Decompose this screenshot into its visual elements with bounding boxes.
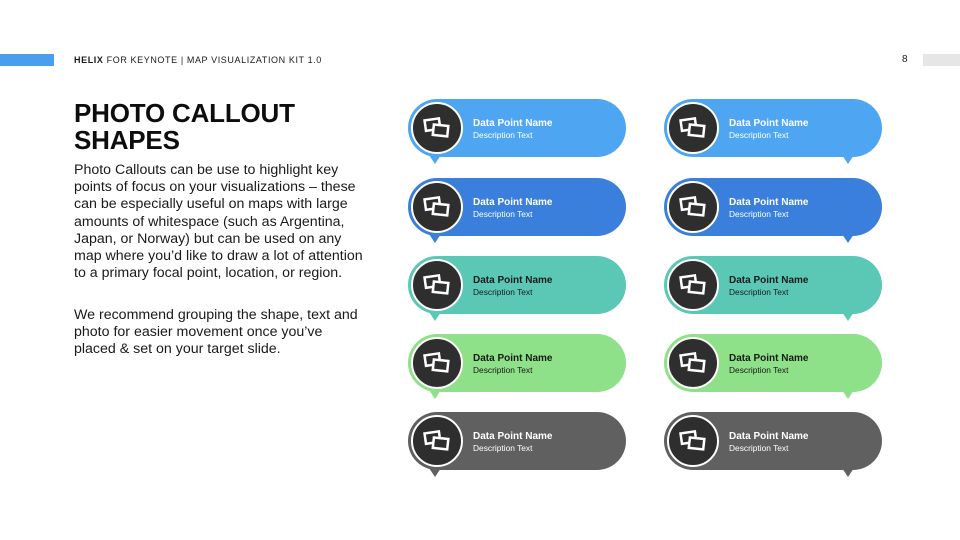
callout-name: Data Point Name (473, 275, 553, 286)
callout-description: Description Text (473, 130, 533, 140)
callout-tail (429, 390, 441, 399)
photo-callout-blue-right[interactable] (664, 178, 882, 236)
callout-description: Description Text (473, 287, 533, 297)
header-subtitle: FOR KEYNOTE | MAP VISUALIZATION KIT 1.0 (103, 55, 322, 65)
callout-tail (842, 312, 854, 321)
callout-description: Description Text (473, 209, 533, 219)
photo-stack-icon (667, 259, 719, 311)
callout-description: Description Text (473, 443, 533, 453)
photo-stack-icon (411, 337, 463, 389)
callout-description: Description Text (729, 287, 789, 297)
photo-callout-light-blue-left[interactable] (408, 99, 626, 157)
photo-callout-green-right[interactable] (664, 334, 882, 392)
callout-description: Description Text (729, 365, 789, 375)
photo-stack-icon (667, 181, 719, 233)
header-accent-bar (0, 54, 54, 66)
callout-name: Data Point Name (729, 275, 809, 286)
slide-title: PHOTO CALLOUT SHAPES (74, 98, 295, 155)
body-paragraph-1: Photo Callouts can be use to highlight key points of focus on your visualizations – these can be especially useful on maps with large amounts of whitespace (such as Argentina, Japan, or Norway) but can be used on any map where you’d like to draw a lot of attention to a primary focal point, location, or region. (74, 162, 363, 282)
callout-description: Description Text (473, 365, 533, 375)
photo-stack-icon (411, 415, 463, 467)
photo-callout-teal-right[interactable] (664, 256, 882, 314)
callout-tail (429, 234, 441, 243)
body-paragraph-2: We recommend grouping the shape, text and photo for easier movement once you’ve placed & set on your target slide. (74, 307, 358, 358)
callout-name: Data Point Name (729, 197, 809, 208)
callout-name: Data Point Name (729, 431, 809, 442)
page-number-accent-bar (923, 54, 960, 66)
photo-callout-teal-left[interactable] (408, 256, 626, 314)
callout-name: Data Point Name (729, 353, 809, 364)
callout-tail (842, 155, 854, 164)
photo-stack-icon (411, 259, 463, 311)
photo-stack-icon (667, 102, 719, 154)
callout-name: Data Point Name (473, 353, 553, 364)
header-title (74, 55, 322, 65)
photo-callout-blue-left[interactable] (408, 178, 626, 236)
callout-description: Description Text (729, 443, 789, 453)
photo-callout-gray-left[interactable] (408, 412, 626, 470)
callout-name: Data Point Name (473, 118, 553, 129)
photo-stack-icon (411, 102, 463, 154)
callout-name: Data Point Name (729, 118, 809, 129)
callout-description: Description Text (729, 209, 789, 219)
photo-stack-icon (411, 181, 463, 233)
header-brand: HELIX (74, 55, 104, 65)
callout-description: Description Text (729, 130, 789, 140)
page-number: 8 (902, 54, 908, 65)
photo-stack-icon (667, 415, 719, 467)
callout-name: Data Point Name (473, 431, 553, 442)
callout-name: Data Point Name (473, 197, 553, 208)
photo-callout-green-left[interactable] (408, 334, 626, 392)
photo-stack-icon (667, 337, 719, 389)
callout-tail (429, 312, 441, 321)
callout-tail (842, 468, 854, 477)
callout-tail (842, 390, 854, 399)
callout-tail (429, 468, 441, 477)
photo-callout-light-blue-right[interactable] (664, 99, 882, 157)
callout-tail (842, 234, 854, 243)
photo-callout-gray-right[interactable] (664, 412, 882, 470)
callout-tail (429, 155, 441, 164)
